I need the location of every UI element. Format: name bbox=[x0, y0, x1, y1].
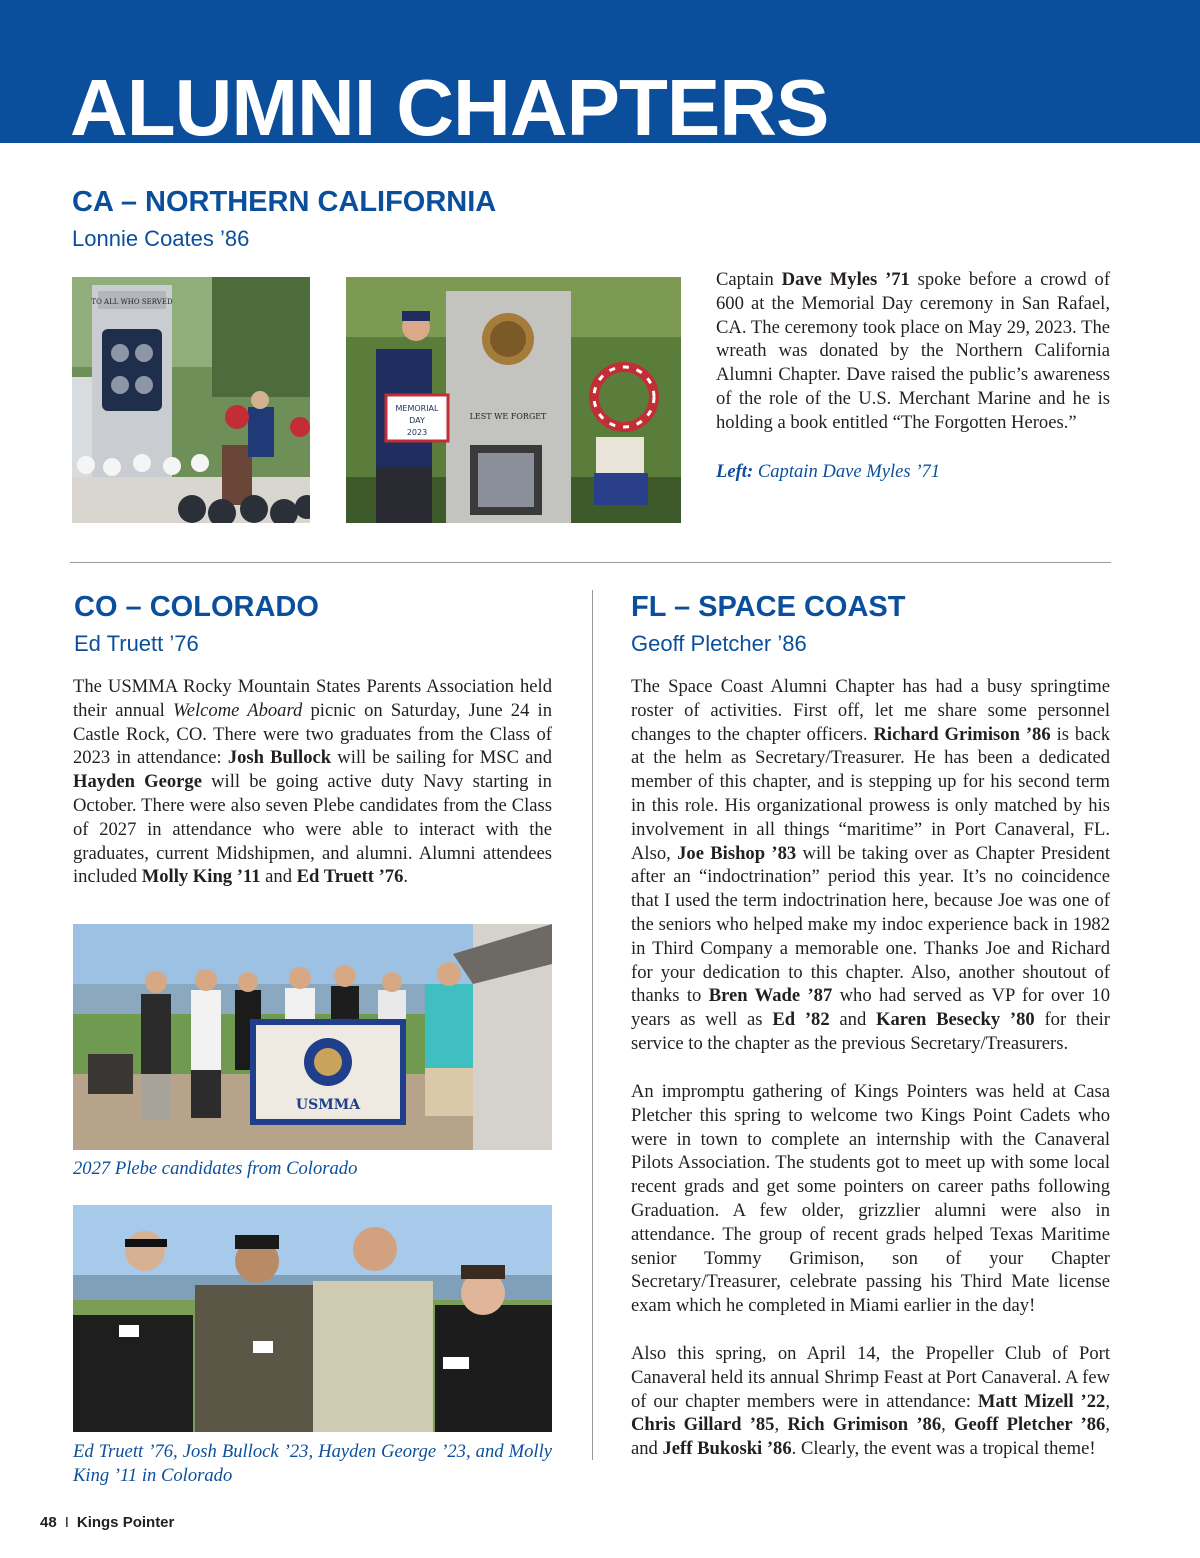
section-title-co: CO – COLORADO bbox=[74, 591, 319, 623]
page-footer bbox=[40, 1514, 174, 1531]
page-title: ALUMNI CHAPTERS bbox=[70, 63, 829, 143]
sign-line-3: 2023 bbox=[406, 428, 428, 437]
section-author-fl: Geoff Pletcher ’86 bbox=[631, 631, 807, 656]
column-divider bbox=[592, 590, 593, 1460]
footer-separator: I bbox=[64, 1514, 69, 1531]
page-banner bbox=[0, 0, 1200, 143]
page-number: 48 bbox=[40, 1514, 57, 1531]
flag-text: USMMA bbox=[295, 1097, 361, 1113]
co-photo1-caption: 2027 Plebe candidates from Colorado bbox=[73, 1158, 358, 1179]
monument-inscription: TO ALL WHO SERVED bbox=[91, 298, 173, 306]
fl-paragraph-3: Also this spring, on April 14, the Propeller Club of Port Canaveral held its annual Shrimp Feast at Port Canaveral. A few of our chapter members were in attendance: Matt Mizell ’22, Chris Gillard ’85, Rich Grimison ’86, Geoff Pletcher ’86, and Jeff Bukoski ’86. Clearly, the event was a tropical theme! bbox=[631, 1343, 1111, 1460]
ca-photo-caption: Left: Captain Dave Myles ’71 bbox=[716, 461, 941, 482]
fl-paragraph-2: An impromptu gathering of Kings Pointers was held at Casa Pletcher this spring to welcome two Kings Point Cadets who were in town to complete an internship with the Canaveral Pilots Association. The students got to meet up with some local recent grads and get some pointers on career paths following Graduation. A few older, grizzlier alumni were also in attendance. The group of recent grads helped Texas Maritime senior Tommy Grimison, son of your Chapter Secretary/Treasurer, celebrate passing his Third Mate license exam which he completed in Miami earlier in the day! bbox=[631, 1081, 1110, 1317]
stone-inscription: LEST WE FORGET bbox=[469, 412, 547, 421]
section-author-co: Ed Truett ’76 bbox=[74, 631, 199, 656]
photo-plebe-candidates bbox=[73, 924, 552, 1150]
sign-line-1: MEMORIAL bbox=[395, 404, 439, 413]
section-divider bbox=[70, 562, 1111, 563]
publication-name: Kings Pointer bbox=[76, 1514, 175, 1531]
section-title-ca: CA – NORTHERN CALIFORNIA bbox=[72, 186, 497, 218]
section-title-fl: FL – SPACE COAST bbox=[631, 591, 906, 623]
co-photo2-caption: Ed Truett ’76, Josh Bullock ’23, Hayden George ’23, and Molly King ’11 in Colorado bbox=[73, 1441, 552, 1486]
photo-memorial-ceremony bbox=[72, 277, 310, 523]
fl-paragraph-1: The Space Coast Alumni Chapter has had a busy springtime roster of activities. First off, let me share some personnel changes to the chapter officers. Richard Grimison ’86 is back at the helm as Secretary/Treasurer. He has been a dedicated member of this chapter, and is stepping up for his second term in this role. His organizational prowess is only matched by his involvement in all things “maritime” in Port Canaveral, FL. Also, Joe Bishop ’83 will be taking over as Chapter President after an “indoctrination” period this year. It’s no coincidence that I used the term indoctrination here, because Joe was one of the seniors who helped make my indoc experience back in 1982 in Third Company a memorable one. Thanks Joe and Richard for your dedication to this chapter. Also, another shoutout of thanks to Bren Wade ’87 who had served as VP for over 10 years as well as Ed ’82 and Karen Besecky ’80 for their service to the chapter as the previous Secretary/Treasurers. bbox=[631, 676, 1110, 1054]
section-author-ca: Lonnie Coates ’86 bbox=[72, 226, 250, 251]
sign-line-2: DAY bbox=[409, 416, 425, 425]
photo-dave-myles-memorial bbox=[346, 277, 681, 523]
photo-colorado-alumni bbox=[73, 1205, 552, 1432]
co-body-text: The USMMA Rocky Mountain States Parents Association held their annual Welcome Aboard picnic on Saturday, June 24 in Castle Rock, CO. There were two graduates from the Class of 2023 in attendance: Josh Bullock will be sailing for MSC and Hayden George will be going active duty Navy starting in October. There were also seven Plebe candidates from the Class of 2027 in attendance who were able to interact with the graduates, current Midshipmen, and alumni. Alumni attendees included Molly King ’11 and Ed Truett ’76. bbox=[73, 676, 553, 888]
ca-body-text: Captain Dave Myles ’71 spoke before a crowd of 600 at the Memorial Day ceremony in San Rafael, CA. The ceremony took place on May 29, 2023. The wreath was donated by the Northern California Alumni Chapter. Dave raised the public’s awareness of the role of the U.S. Merchant Marine and he is holding a book entitled “The Forgotten Heroes.” bbox=[716, 269, 1111, 433]
